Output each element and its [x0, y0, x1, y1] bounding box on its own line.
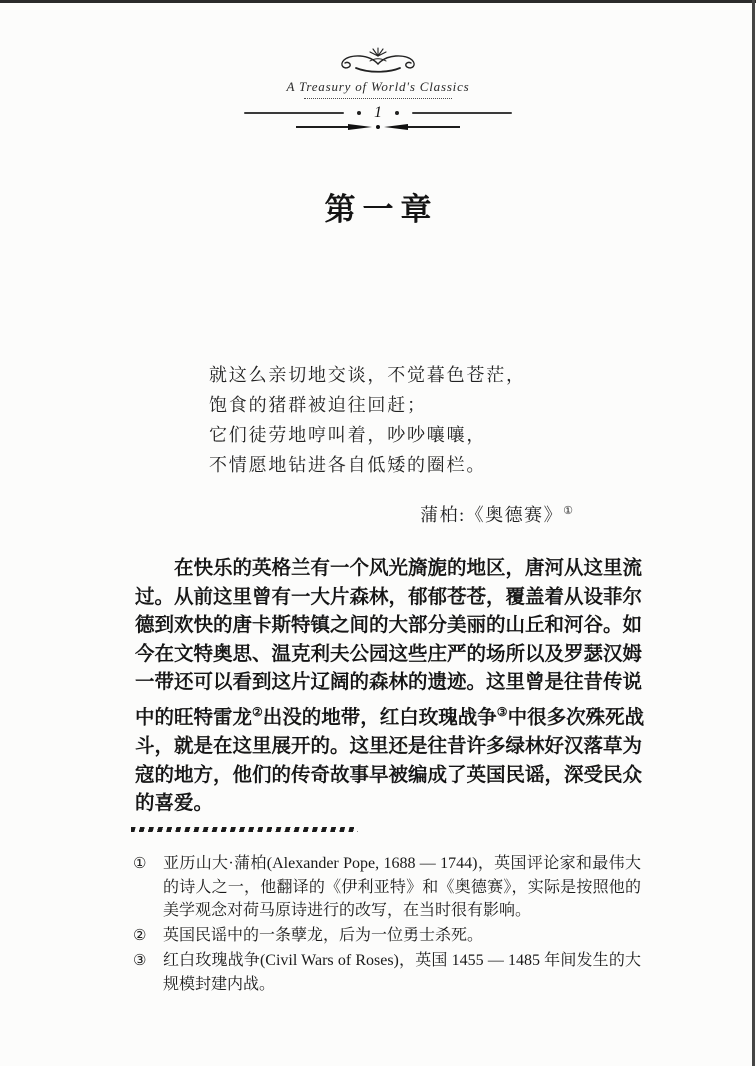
chapter-title: 第一章 — [324, 192, 439, 227]
paragraph-line: 一带还可以看到这片辽阔的森林的遗迹。这里曾是往昔传说 — [135, 672, 643, 694]
poem-line: 它们徒劳地哼叫着，吵吵嚷嚷， — [209, 425, 487, 445]
footnote-marker: ③ — [133, 953, 147, 970]
footnotes — [133, 852, 641, 998]
footnote-text: 英国民谣中的一条孽龙，后为一位勇士杀死。 — [163, 926, 484, 944]
flourish-ornament-icon — [323, 46, 433, 78]
paragraph-line: 在快乐的英格兰有一个风光旖旎的地区，唐河从这里流 — [174, 558, 643, 579]
attribution-note-ref: ① — [563, 505, 573, 517]
paragraph-line: 中的旺特雷龙②出没的地带，红白玫瑰战争③中很多次殊死战 — [135, 704, 645, 729]
attribution-text: 蒲柏:《奥德赛》 — [420, 505, 564, 525]
running-head — [0, 46, 756, 130]
paragraph-line: 斗，就是在这里展开的。这里还是往昔许多绿林好汉落草为 — [135, 736, 643, 758]
scan-edge-top — [0, 0, 756, 3]
rule-segment-left — [244, 112, 344, 114]
footnote-marker: ① — [133, 856, 147, 872]
footnote-text: 亚历山大·蒲柏(Alexander Pope, 1688 — 1744)，英国评论家和最伟大的诗人之一，他翻译的《伊利亚特》和《奥德赛》，实际是按照他的美学观念对荷马原诗进行的改写，在当时很有影响。 — [163, 855, 641, 920]
poem-line: 饱食的猪群被迫往回赶； — [209, 395, 427, 415]
paragraph-line: 德到欢快的唐卡斯特镇之间的大部分美丽的山丘和河谷。如 — [135, 615, 643, 637]
arrow-ornament-icon — [296, 124, 460, 130]
paragraph-line: 今在文特奥思、温克利夫公园这些庄严的场所以及罗瑟汉姆 — [135, 643, 643, 665]
footnote-divider — [131, 827, 358, 832]
bullet-dot — [395, 111, 399, 115]
paragraph-line: 的喜爱。 — [135, 793, 214, 815]
poem-attribution — [135, 501, 573, 527]
dotted-rule — [304, 98, 452, 99]
poem-line: 就这么亲切地交谈，不觉暮色苍茫， — [209, 365, 526, 385]
footnote-text: 红白玫瑰战争(Civil Wars of Roses)，英国 1455 — 1485 年间发生的大规模封建内战。 — [163, 952, 641, 993]
scan-edge-right — [752, 0, 755, 1066]
paragraph-line: 过。从前这里曾有一大片森林，郁郁苍苍，覆盖着从设菲尔 — [135, 586, 643, 608]
footnote-item — [133, 949, 641, 996]
poem-line: 不情愿地钻进各自低矮的圈栏。 — [209, 455, 487, 475]
page-number: 1 — [374, 104, 382, 121]
rule-segment-right — [412, 112, 512, 114]
page-number-rule — [244, 106, 512, 120]
body-paragraph — [135, 555, 647, 819]
paragraph-line: 寇的地方，他们的传奇故事早被编成了英国民谣，深受民众 — [135, 764, 643, 786]
series-title: A Treasury of World's Classics — [286, 79, 470, 94]
epigraph-poem — [209, 360, 526, 480]
bullet-dot — [357, 111, 361, 115]
footnote-item — [133, 852, 641, 923]
footnote-marker: ② — [133, 927, 147, 944]
footnote-item — [133, 924, 641, 949]
